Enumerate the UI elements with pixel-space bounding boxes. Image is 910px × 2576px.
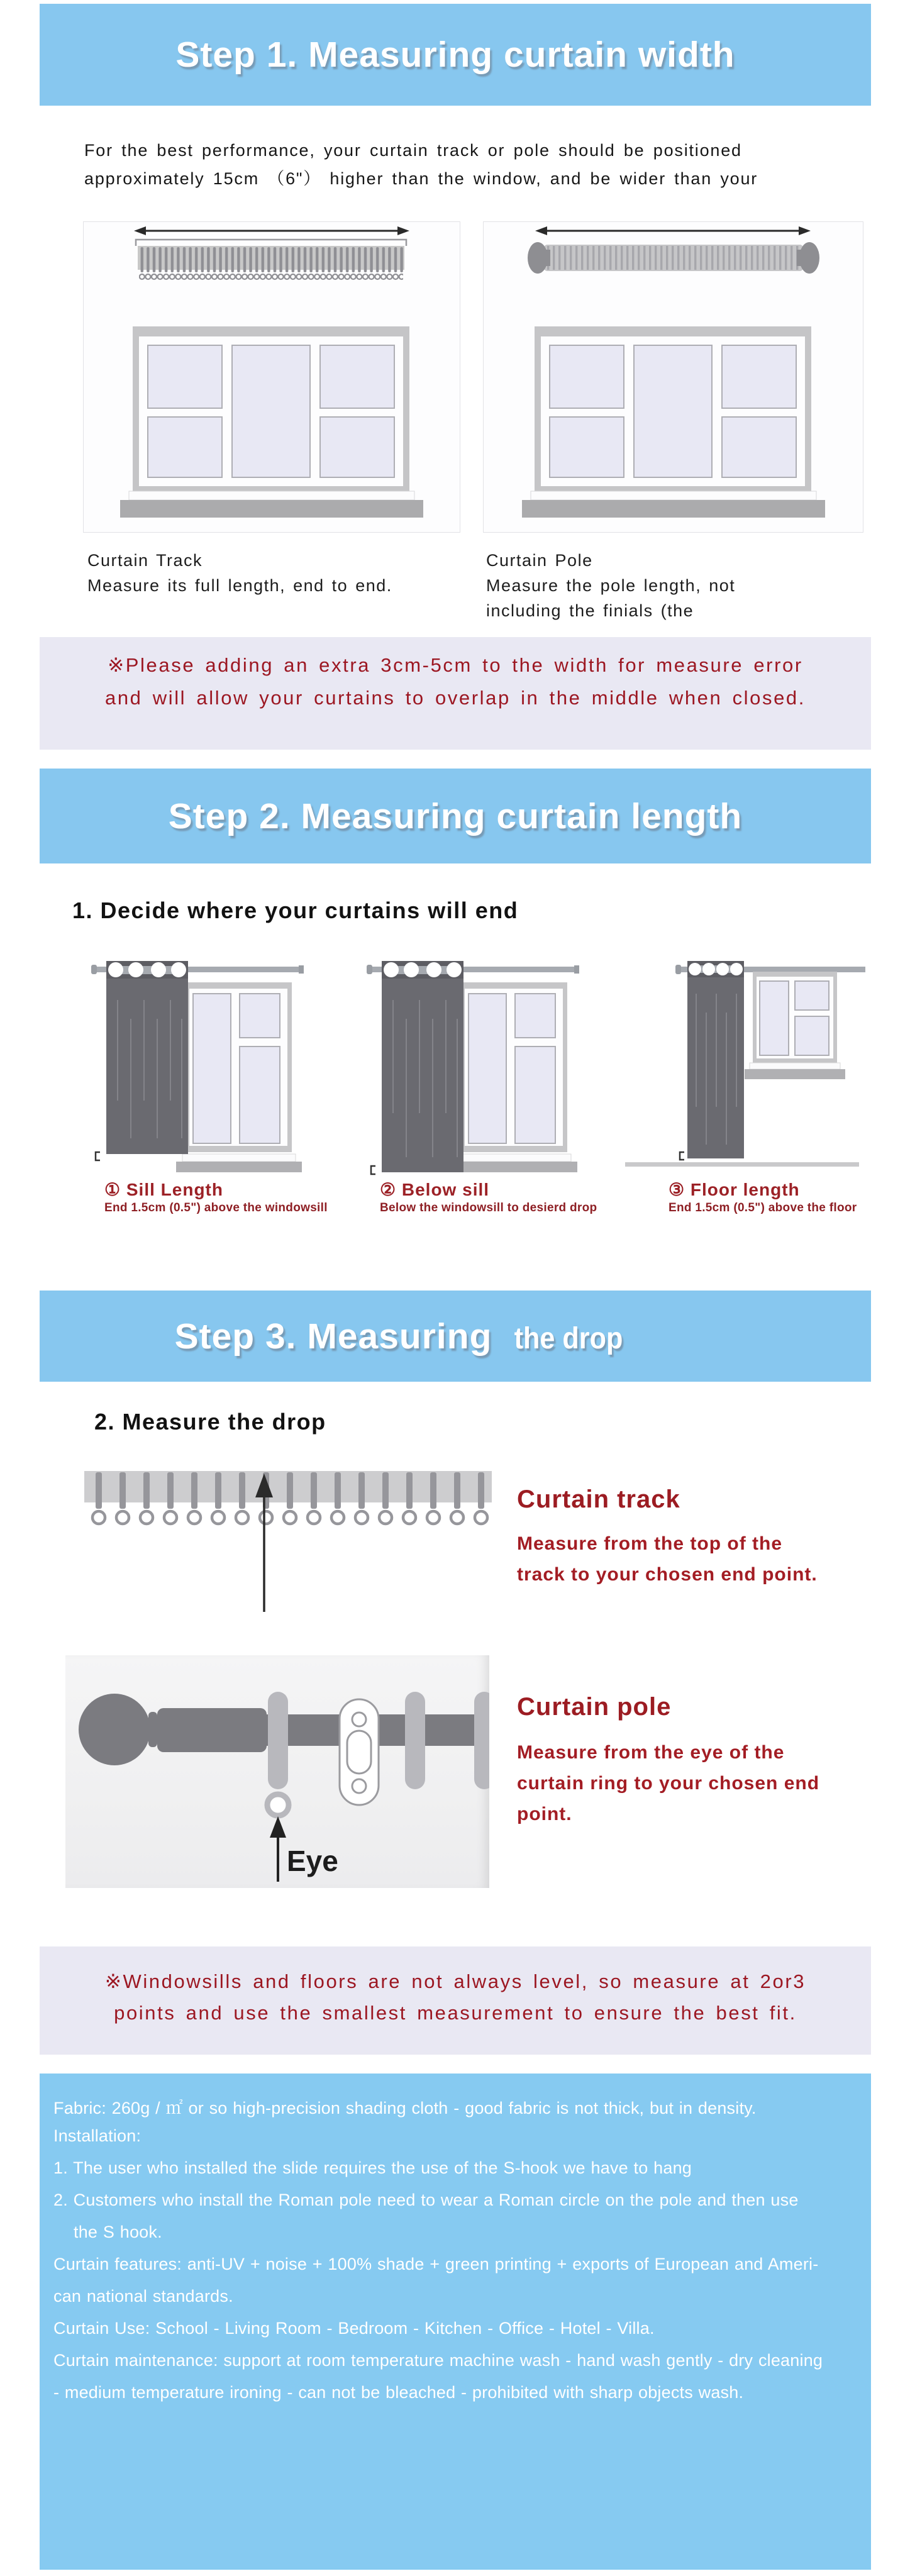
option1-title: ① Sill Length (104, 1180, 223, 1199)
step1-intro-line1: For the best performance, your curtain track or pole should be positioned (84, 141, 742, 160)
info-line-use: Curtain Use: School - Living Room - Bedroom - Kitchen - Office - Hotel - Villa. (53, 2319, 655, 2338)
sill-length-illustration (91, 956, 308, 1176)
step1-note-line2: and will allow your curtains to overlap in the middle when closed. (104, 687, 806, 709)
option3-title: ③ Floor length (669, 1180, 800, 1199)
step1-note (40, 637, 871, 750)
track-caption-title: Curtain Track (87, 551, 203, 570)
sill-length-drawing (91, 956, 308, 1176)
track-drop-illustration (82, 1468, 497, 1616)
curtain-track-illustration (83, 221, 460, 533)
step3-banner-title-group (175, 1316, 630, 1357)
pole-drop-drawing (65, 1655, 489, 1888)
step1-banner (40, 4, 871, 106)
pole-caption-title: Curtain Pole (486, 551, 593, 570)
info-line-features-2: can national standards. (53, 2287, 233, 2306)
info-line-installation: Installation: (53, 2126, 141, 2145)
product-info-box (40, 2074, 871, 2570)
track-caption-line1: Measure its full length, end to end. (87, 576, 392, 595)
pole-drop-illustration (65, 1655, 489, 1888)
info-line-install-2: 2. Customers who install the Roman pole need to wear a Roman circle on the pole and then use (53, 2190, 799, 2209)
info-line-maintenance: Curtain maintenance: support at room temperature machine wash - hand wash gently - dry cleaning (53, 2351, 823, 2370)
info-line-install-1: 1. The user who installed the slide requires the use of the S-hook we have to hang (53, 2158, 692, 2177)
pole-drop-line3: point. (517, 1804, 572, 1824)
option2-desc: Below the windowsill to desierd drop (380, 1201, 597, 1214)
info-line-fabric: Fabric: 260g / ㎡ or so high-precision shading cloth - good fabric is not thick, but in density. (53, 2099, 757, 2118)
track-drop-title: Curtain track (517, 1485, 680, 1513)
track-drop-drawing (82, 1468, 497, 1616)
option3-desc: End 1.5cm (0.5") above the floor (669, 1201, 857, 1214)
pole-drop-title: Curtain pole (517, 1693, 672, 1721)
option1-desc: End 1.5cm (0.5") above the windowsill (104, 1201, 328, 1214)
step1-intro-line2: approximately 15cm （6"） higher than the window, and be wider than your (84, 169, 758, 188)
curtain-track-window-drawing (84, 222, 460, 532)
option2-title: ② Below sill (380, 1180, 490, 1199)
curtain-pole-window-drawing (484, 222, 863, 532)
track-drop-line1: Measure from the top of the (517, 1533, 783, 1554)
step3-note-line2: points and use the smallest measurement to ensure the best fit. (114, 2002, 797, 2024)
curtain-pole-illustration (483, 221, 863, 533)
step3-note-line1: ※Windowsills and floors are not always level, so measure at 2or3 (104, 1970, 806, 1992)
step1-banner-title: Step 1. Measuring curtain width (175, 35, 735, 75)
step3-banner-title-sub: the drop (514, 1321, 623, 1355)
info-line-install-2b: the S hook. (74, 2223, 162, 2241)
step3-banner-title-main: Step 3. Measuring (174, 1316, 492, 1357)
step3-banner (40, 1291, 871, 1382)
below-sill-drawing (367, 956, 584, 1179)
below-sill-illustration (367, 956, 584, 1179)
step1-note-line1: ※Please adding an extra 3cm-5cm to the width for measure error (108, 654, 803, 676)
floor-length-illustration (625, 956, 877, 1173)
step2-banner (40, 769, 871, 863)
step3-note (40, 1946, 871, 2055)
eye-label: Eye (287, 1845, 338, 1877)
pole-drop-line1: Measure from the eye of the (517, 1742, 785, 1763)
floor-length-drawing (625, 956, 877, 1173)
pole-drop-line2: curtain ring to your chosen end (517, 1773, 820, 1794)
info-line-features: Curtain features: anti-UV + noise + 100% shade + green printing + exports of European and Ameri- (53, 2255, 819, 2273)
track-drop-line2: track to your chosen end point. (517, 1564, 818, 1585)
pole-caption-line2: including the finials (the (486, 601, 694, 620)
step3-heading: 2. Measure the drop (94, 1409, 326, 1435)
info-line-maintenance-2: - medium temperature ironing - can not be bleached - prohibited with sharp objects wash. (53, 2383, 744, 2402)
step2-heading: 1. Decide where your curtains will end (72, 897, 519, 923)
step2-banner-title: Step 2. Measuring curtain length (168, 796, 743, 836)
pole-caption-line1: Measure the pole length, not (486, 576, 736, 595)
